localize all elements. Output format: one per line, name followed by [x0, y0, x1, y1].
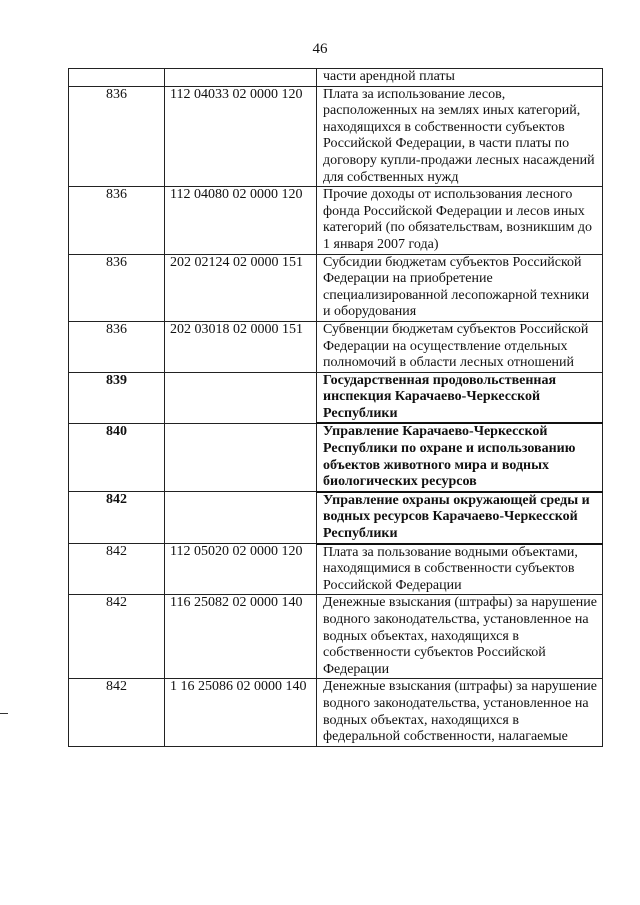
revenue-name-cell: Субвенции бюджетам субъектов Российской Федерации на осуществление отдельных полномочий в области лесных отношений: [317, 321, 603, 372]
kbk-code-cell: 1 16 25086 02 0000 140: [165, 679, 317, 746]
admin-code-cell: [69, 69, 165, 87]
administrator-name-cell: Государственная продовольственная инспекция Карачаево-Черкесской Республики: [317, 372, 603, 423]
revenue-name-cell: Денежные взыскания (штрафы) за нарушение водного законодательства, установленное на водных объектах, находящихся в федеральной собственности, налагаемые: [317, 679, 603, 746]
table-row: [69, 679, 603, 746]
admin-code-cell: 836: [69, 321, 165, 372]
revenue-name-cell: Плата за использование лесов, расположенных на землях иных категорий, находящихся в собственности субъектов Российской Федерации, в части платы по договору купли-продажи лесных насаждений для собственных нужд: [317, 86, 603, 187]
kbk-code-cell: 112 04080 02 0000 120: [165, 187, 317, 254]
page-number: 46: [312, 41, 328, 57]
table-row: [69, 254, 603, 321]
admin-code-cell: 839: [69, 372, 165, 423]
admin-code-cell: 836: [69, 86, 165, 187]
kbk-code-cell: 202 03018 02 0000 151: [165, 321, 317, 372]
table-row: [69, 69, 603, 87]
administrator-header-row: [69, 372, 603, 423]
kbk-code-cell: [165, 372, 317, 423]
kbk-code-cell: 112 05020 02 0000 120: [165, 544, 317, 595]
kbk-code-cell: [165, 423, 317, 491]
revenue-name-cell: Прочие доходы от использования лесного фонда Российской Федерации и лесов иных категорий (по обязательствам, возникшим до 1 января 2007 года): [317, 187, 603, 254]
revenue-name-cell: части арендной платы: [317, 69, 603, 87]
admin-code-cell: 842: [69, 492, 165, 544]
kbk-code-cell: [165, 69, 317, 87]
admin-code-cell: 842: [69, 544, 165, 595]
admin-code-cell: 840: [69, 423, 165, 491]
table-row: [69, 86, 603, 187]
kbk-code-cell: [165, 492, 317, 544]
table-row: [69, 595, 603, 679]
admin-code-cell: 842: [69, 679, 165, 746]
admin-code-cell: 836: [69, 187, 165, 254]
revenue-name-cell: Субсидии бюджетам субъектов Российской Федерации на приобретение специализированной лесопожарной техники и оборудования: [317, 254, 603, 321]
table-row: [69, 544, 603, 595]
kbk-code-cell: 112 04033 02 0000 120: [165, 86, 317, 187]
revenue-name-cell: Плата за пользование водными объектами, находящимися в собственности субъектов Российской Федерации: [317, 544, 603, 595]
administrator-header-row: [69, 423, 603, 491]
table-row: [69, 321, 603, 372]
administrator-header-row: [69, 492, 603, 544]
admin-code-cell: 836: [69, 254, 165, 321]
revenue-classification-table: [68, 68, 603, 747]
kbk-code-cell: 116 25082 02 0000 140: [165, 595, 317, 679]
table-row: [69, 187, 603, 254]
margin-mark: [0, 713, 8, 714]
kbk-code-cell: 202 02124 02 0000 151: [165, 254, 317, 321]
administrator-name-cell: Управление Карачаево-Черкесской Республики по охране и использованию объектов животного мира и водных биологических ресурсов: [317, 423, 603, 491]
admin-code-cell: 842: [69, 595, 165, 679]
revenue-name-cell: Денежные взыскания (штрафы) за нарушение водного законодательства, установленное на водных объектах, находящихся в собственности субъектов Российской Федерации: [317, 595, 603, 679]
administrator-name-cell: Управление охраны окружающей среды и водных ресурсов Карачаево-Черкесской Республики: [317, 492, 603, 544]
